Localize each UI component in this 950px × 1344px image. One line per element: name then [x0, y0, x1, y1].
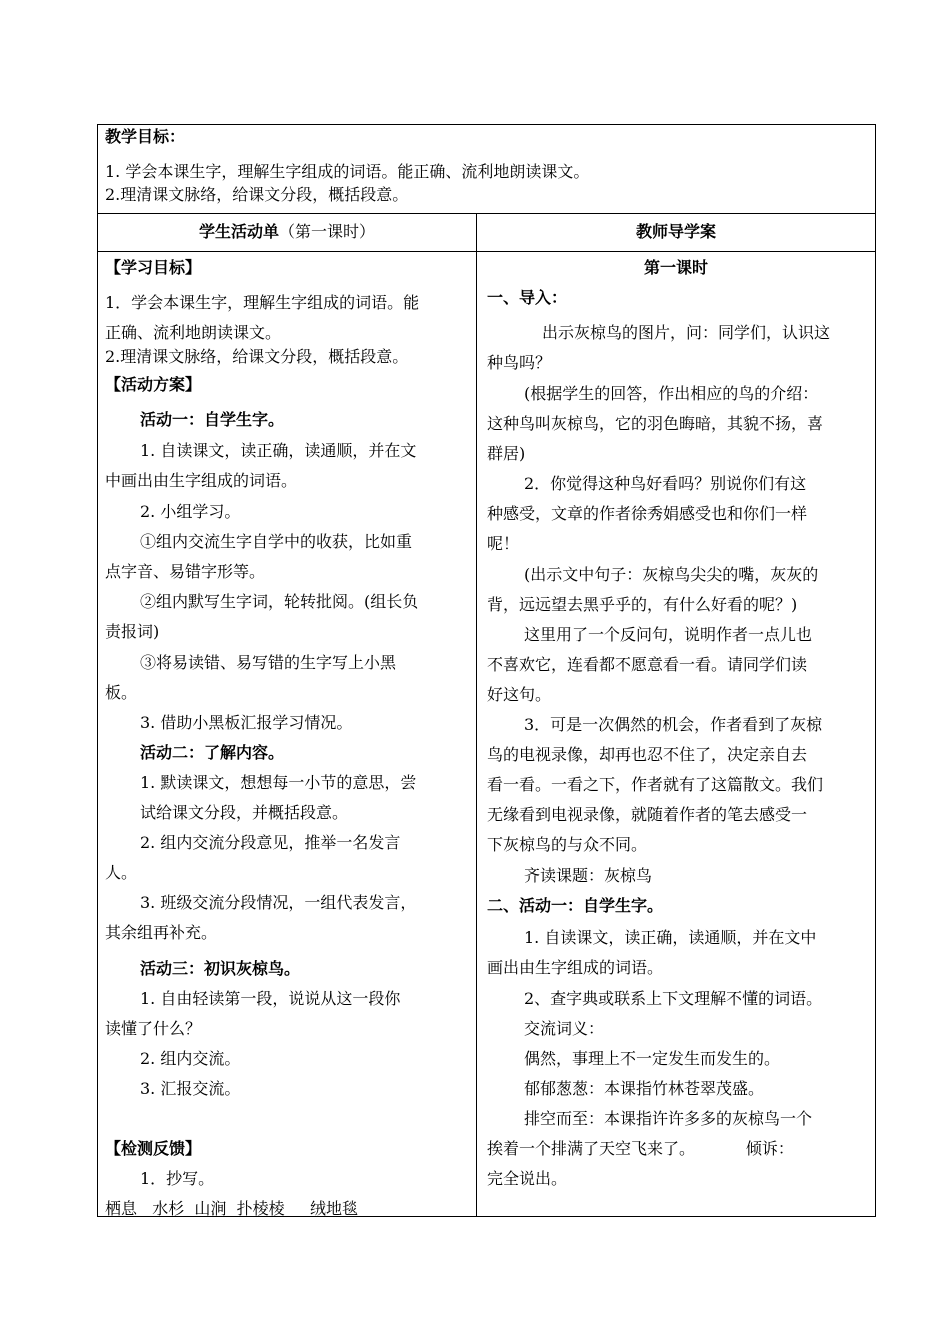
teaching-goals-title: 教学目标： — [105, 127, 186, 146]
left-line: 1. 自由轻读第一段，说说从这一段你 — [140, 989, 401, 1008]
left-line: 其余组再补充。 — [105, 923, 218, 942]
left-line: 1. 默读课文，想想每一小节的意思，尝 — [140, 773, 417, 792]
right-line: 无缘看到电视录像，就随着作者的笔去感受一 — [487, 805, 808, 824]
right-line: 这种鸟叫灰椋鸟，它的羽色晦暗，其貌不扬，喜 — [487, 414, 824, 433]
teaching-goals-section — [98, 125, 875, 214]
right-line: 偶然，事理上不一定发生而发生的。 — [524, 1049, 781, 1068]
teaching-goal-2: 2.理清课文脉络，给课文分段，概括段意。 — [105, 185, 409, 204]
left-line: 责报词) — [105, 622, 160, 641]
right-line: 完全说出。 — [487, 1169, 568, 1188]
right-line: 画出由生字组成的词语。 — [487, 958, 664, 977]
student-activity-title: 学生活动单 — [198, 222, 279, 241]
activity-one-teacher-heading: 二、活动一：自学生字。 — [487, 896, 664, 915]
right-line: 挨着一个排满了天空飞来了。 倾诉： — [487, 1139, 794, 1158]
right-line: 种鸟吗？ — [487, 353, 552, 372]
right-line: 这里用了一个反问句，说明作者一点儿也 — [524, 625, 813, 644]
right-line: 郁郁葱葱：本课指竹林苍翠茂盛。 — [524, 1079, 765, 1098]
left-line: 点字音、易错字形等。 — [105, 562, 266, 581]
right-line: 齐读课题：灰椋鸟 — [524, 866, 653, 885]
right-line: 背，远远望去黑乎乎的，有什么好看的呢？) — [487, 595, 798, 614]
right-line: 交流词义： — [524, 1019, 605, 1038]
student-activity-subtitle: （第一课时） — [279, 222, 376, 241]
teaching-goal-1: 1. 学会本课生字，理解生字组成的词语。能正确、流利地朗读课文。 — [105, 162, 590, 181]
left-line: 人。 — [105, 863, 138, 882]
left-line: ③将易读错、易写错的生字写上小黑 — [140, 653, 397, 672]
right-line: 3．可是一次偶然的机会，作者看到了灰椋 — [524, 715, 823, 734]
left-line: 2. 小组学习。 — [140, 502, 241, 521]
right-line: 鸟的电视录像，却再也忍不住了，决定亲自去 — [487, 745, 808, 764]
left-line: ②组内默写生字词，轮转批阅。(组长负 — [140, 592, 419, 611]
left-line: 正确、流利地朗读课文。 — [105, 323, 282, 342]
right-line: 群居) — [487, 444, 526, 463]
right-line: 呢！ — [487, 534, 520, 553]
left-line: 2. 组内交流分段意见，推举一名发言 — [140, 833, 401, 852]
lesson-plan-table — [97, 124, 876, 1217]
right-line: 2、查字典或联系上下文理解不懂的词语。 — [524, 989, 823, 1008]
left-line: ①组内交流生字自学中的收获，比如重 — [140, 532, 413, 551]
left-line: 读懂了什么？ — [105, 1019, 202, 1038]
right-line: 不喜欢它，连看都不愿意看一看。请同学们读 — [487, 655, 808, 674]
left-line: 2. 组内交流。 — [140, 1049, 241, 1068]
left-line: 板。 — [105, 683, 138, 702]
left-line: 3. 班级交流分段情况，一组代表发言， — [140, 893, 417, 912]
activity-plan-heading: 【活动方案】 — [105, 375, 202, 394]
first-lesson-heading: 第一课时 — [643, 258, 708, 277]
copy-words-line: 栖息 水杉 山涧 扑棱棱 绒地毯 — [105, 1199, 359, 1218]
column-headers — [98, 214, 875, 252]
left-line: 1．学会本课生字，理解生字组成的词语。能 — [105, 293, 420, 312]
left-line: 1. 自读课文，读正确，读通顺，并在文 — [140, 441, 417, 460]
right-line: 看一看。一看之下，作者就有了这篇散文。我们 — [487, 775, 824, 794]
activity-three-heading: 活动三：初识灰椋鸟。 — [140, 959, 301, 978]
right-line: 1. 自读课文，读正确，读通顺，并在文中 — [524, 928, 817, 947]
right-line: 下灰椋鸟的与众不同。 — [487, 835, 648, 854]
feedback-heading: 【检测反馈】 — [105, 1139, 202, 1158]
intro-heading: 一、导入： — [487, 288, 568, 307]
teacher-guide-header: 教师导学案 — [635, 222, 716, 241]
right-line: 2．你觉得这种鸟好看吗？别说你们有这 — [524, 474, 807, 493]
right-line: 种感受，文章的作者徐秀娟感受也和你们一样 — [487, 504, 808, 523]
right-line: 出示灰椋鸟的图片，问：同学们，认识这 — [542, 323, 831, 342]
right-line: (根据学生的回答，作出相应的鸟的介绍： — [524, 384, 819, 403]
left-line: 中画出由生字组成的词语。 — [105, 471, 298, 490]
right-line: 排空而至：本课指许许多多的灰椋鸟一个 — [524, 1109, 813, 1128]
activity-one-heading: 活动一：自学生字。 — [140, 410, 285, 429]
right-line: 好这句。 — [487, 685, 552, 704]
learning-goals-heading: 【学习目标】 — [105, 258, 202, 277]
left-line: 1．抄写。 — [140, 1169, 215, 1188]
activity-two-heading: 活动二：了解内容。 — [140, 743, 285, 762]
right-line: (出示文中句子：灰椋鸟尖尖的嘴，灰灰的 — [524, 565, 819, 584]
left-line: 3. 借助小黑板汇报学习情况。 — [140, 713, 353, 732]
student-activity-header — [98, 222, 476, 242]
left-line: 3. 汇报交流。 — [140, 1079, 241, 1098]
left-line: 2.理清课文脉络，给课文分段，概括段意。 — [105, 347, 409, 366]
left-line: 试给课文分段，并概括段意。 — [140, 803, 349, 822]
column-divider — [476, 214, 477, 1216]
